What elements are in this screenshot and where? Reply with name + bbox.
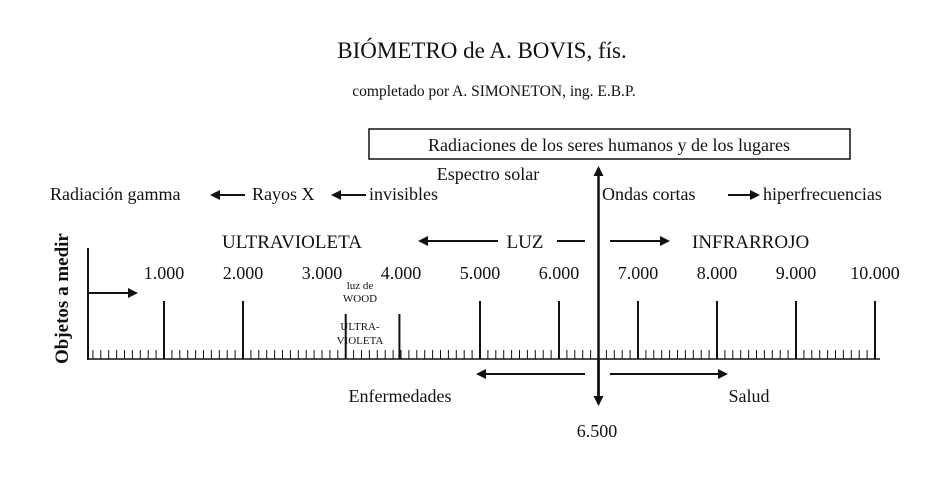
diagram-subtitle: completado por A. SIMONETON, ing. E.B.P.	[352, 83, 636, 100]
ondas-cortas-label: Ondas cortas	[602, 184, 696, 204]
invisibles-label: invisibles	[369, 184, 439, 204]
salud-label: Salud	[728, 386, 770, 406]
center-value-label: 6.500	[576, 421, 618, 441]
luz-label: LUZ	[506, 232, 544, 253]
tick-label-7: 7.000	[617, 263, 659, 283]
tick-label-6: 6.000	[538, 263, 580, 283]
diagram-title: BIÓMETRO de A. BOVIS, fís.	[337, 38, 627, 63]
infrarrojo-label: INFRARROJO	[692, 232, 810, 253]
violeta-label: VIOLETA	[336, 335, 384, 347]
ultravioleta-label: ULTRAVIOLETA	[222, 232, 362, 253]
ultra-label: ULTRA-	[340, 321, 380, 333]
wood-label: WOOD	[342, 293, 378, 305]
enfermedades-label: Enfermedades	[348, 386, 452, 406]
boxed-label: Radiaciones de los seres humanos y de los lugares	[428, 135, 790, 155]
tick-label-8: 8.000	[696, 263, 738, 283]
luz-de-label: luz de	[346, 280, 374, 292]
tick-label-5: 5.000	[459, 263, 501, 283]
radiacion-gamma-label: Radiación gamma	[50, 184, 181, 204]
minor-ticks	[93, 350, 875, 359]
tick-label-3: 3.000	[301, 263, 343, 283]
tick-label-1: 1.000	[143, 263, 185, 283]
rayos-x-label: Rayos X	[252, 184, 315, 204]
espectro-solar-label: Espectro solar	[436, 164, 540, 184]
tick-label-9: 9.000	[775, 263, 817, 283]
tick-label-4: 4.000	[380, 263, 422, 283]
tick-label-2: 2.000	[222, 263, 264, 283]
hiperfrecuencias-label: hiperfrecuencias	[763, 184, 882, 204]
tick-labels	[144, 263, 900, 283]
tick-label-10: 10.000	[850, 263, 900, 283]
objetos-a-medir-label: Objetos a medir	[52, 233, 73, 364]
